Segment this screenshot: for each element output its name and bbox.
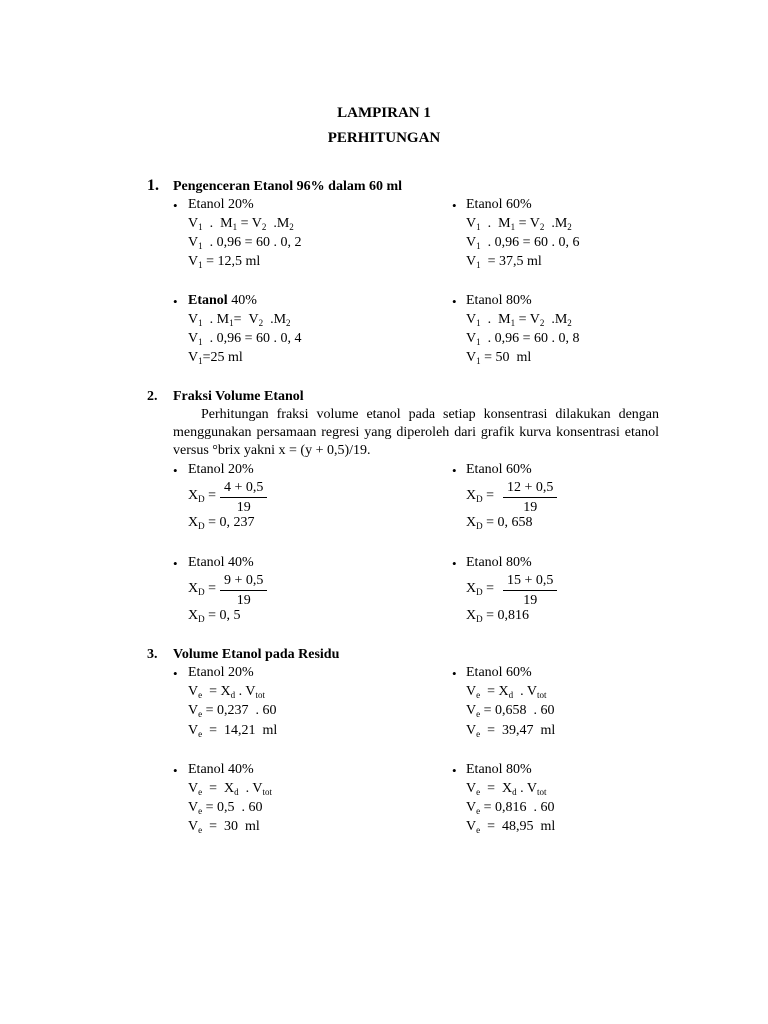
equation-line: $V_e = 14,21$ ml [188,723,278,739]
fraction: $\frac{15 + 0,5}{19}$ [503,574,557,608]
equation-line: $V_1 = 37,5$ ml [466,254,542,270]
equation-line: $V_e = 0,816$ . 60 [466,800,555,816]
fraction: $\frac{4 + 0,5}{19}$ [220,481,267,515]
bullet: • [452,763,457,778]
xd-result: $X_D = 0$, 5 [188,608,241,624]
page-title: LAMPIRAN 1 [337,105,431,121]
equation-line: $V_e = 0,237$ . 60 [188,703,277,719]
bullet: • [173,666,178,681]
section-3-number: 3. [147,647,158,662]
equation-line: $V_1 = 12,5$ ml [188,254,261,270]
xd-result: $X_D = 0$, 658 [466,515,533,531]
equation-line: $V_e = X_d$ . $V_{tot}$ [466,781,547,797]
item-label: Etanol 60% [466,665,532,680]
item-label: Etanol 80% [466,293,532,308]
fraction: $\frac{9 + 0,5}{19}$ [220,574,267,608]
xd-label: $X_D$ = [188,488,217,504]
xd-result: $X_D = 0$, 237 [188,515,255,531]
equation-line: $V_e = 0,658$ . 60 [466,703,555,719]
equation-line: $V_e = 39,47$ ml [466,723,556,739]
equation-line: $V_1$ . 0,96 = 60 . 0, 8 [466,331,580,347]
item-label: Etanol 60% [466,462,532,477]
equation-line: $V_e = X_d$ . $V_{tot}$ [188,781,273,797]
fraction: $\frac{12 + 0,5}{19}$ [503,481,557,515]
bullet: • [452,294,457,309]
equation-line: $V_e = X_d$ . $V_{tot}$ [188,684,266,700]
equation-line: $V_e = 30$ ml [188,819,260,835]
section-2-paragraph: Perhitungan fraksi volume etanol pada setiap konsentrasi dilakukan dengan menggunakan persamaan regresi yang diperoleh dari grafik kurva konsentrasi etanol versus °brix yakni x = (y + 0,5)/19. [173,407,659,458]
bullet: • [173,198,178,213]
equation-line: $V_e = 0,5$ . 60 [188,800,263,816]
bullet: • [173,463,178,478]
equation-line: $V_1$ . $M_1 = V_2$ $.M_2$ [188,216,294,232]
xd-label: $X_D$ = [466,581,495,597]
bullet: • [452,463,457,478]
item-label: Etanol 20% [188,665,254,680]
equation-line: $V_1$ . $M_1= V_2$ $.M_2$ [188,312,291,328]
bullet: • [173,763,178,778]
item-label: Etanol 60% [466,197,532,212]
bullet: • [452,666,457,681]
section-2-title: Fraksi Volume Etanol [173,389,304,404]
bullet: • [452,198,457,213]
equation-line: $V_1 = 50$ ml [466,350,532,366]
equation-line: $V_1$ . $M_1 = V_2$ $.M_2$ [466,216,572,232]
equation-line: $V_1$ . 0,96 = 60 . 0, 6 [466,235,580,251]
equation-line: $V_e = 48,95$ ml [466,819,556,835]
xd-label: $X_D$ = [188,581,217,597]
section-1-title: Pengenceran Etanol 96% dalam 60 ml [173,179,403,194]
page-subtitle: PERHITUNGAN [327,130,441,146]
item-label: Etanol 80% [466,555,532,570]
item-label: Etanol 20% [188,462,254,477]
item-label: Etanol 80% [466,762,532,777]
item-label: Etanol 20% [188,197,254,212]
equation-line: $V_1$ . 0,96 = 60 . 0, 4 [188,331,302,347]
bullet: • [452,556,457,571]
xd-result: $X_D = 0,816$ [466,608,530,624]
item-label: Etanol 40% [188,762,254,777]
section-1-number: 1. [147,177,159,194]
item-label: Etanol 40% [188,293,257,308]
equation-line: $V_1=25$ ml [188,350,243,366]
bullet: • [173,294,178,309]
section-3-title: Volume Etanol pada Residu [173,647,340,662]
equation-line: $V_e = X_d$ . $V_{tot}$ [466,684,547,700]
equation-line: $V_1$ . 0,96 = 60 . 0, 2 [188,235,302,251]
equation-line: $V_1$ . $M_1 = V_2$ $.M_2$ [466,312,572,328]
bullet: • [173,556,178,571]
item-label: Etanol 40% [188,555,254,570]
xd-label: $X_D$ = [466,488,495,504]
section-2-number: 2. [147,389,158,404]
